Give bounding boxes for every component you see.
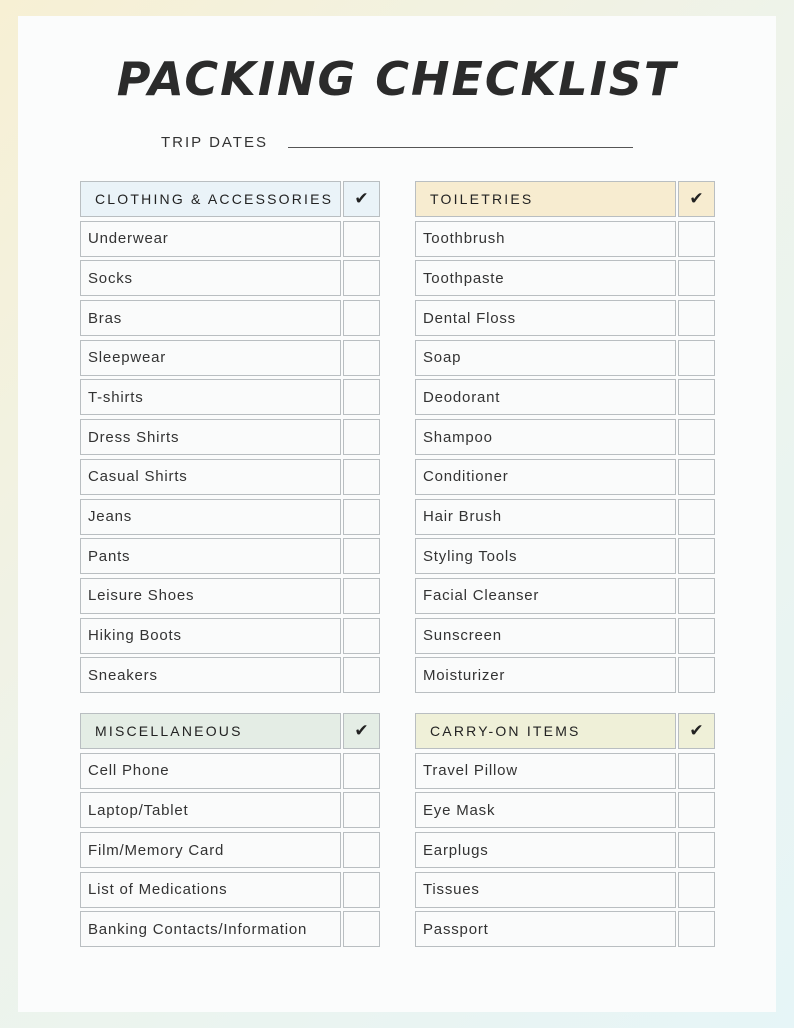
checkbox[interactable]	[343, 260, 380, 296]
section-header	[415, 181, 715, 217]
checklist-row	[80, 300, 380, 336]
checklist-item-label: Jeans	[80, 499, 341, 535]
checkbox[interactable]	[343, 578, 380, 614]
checkbox[interactable]	[343, 499, 380, 535]
checkbox[interactable]	[678, 379, 715, 415]
check-mark-icon: ✔	[343, 181, 380, 217]
checklist-row	[415, 753, 715, 789]
trip-dates-line	[288, 147, 633, 148]
checkbox[interactable]	[678, 618, 715, 654]
checklist-item-label: Dental Floss	[415, 300, 676, 336]
section-miscellaneous	[80, 713, 380, 951]
checklist-row	[80, 419, 380, 455]
checklist-row	[80, 657, 380, 693]
checklist-item-label: Travel Pillow	[415, 753, 676, 789]
checklist-item-label: List of Medications	[80, 872, 341, 908]
checklist-row	[80, 832, 380, 868]
checklist-row	[80, 260, 380, 296]
checklist-item-label: Dress Shirts	[80, 419, 341, 455]
checkbox[interactable]	[343, 657, 380, 693]
checklist-row	[80, 538, 380, 574]
section-carry-on-items	[415, 713, 715, 951]
checkbox[interactable]	[343, 872, 380, 908]
section-title: TOILETRIES	[415, 181, 676, 217]
checklist-item-label: Toothbrush	[415, 221, 676, 257]
checkbox[interactable]	[678, 753, 715, 789]
check-mark-icon: ✔	[678, 181, 715, 217]
checklist-row	[415, 618, 715, 654]
section-toiletries	[415, 181, 715, 697]
checklist-item-label: Deodorant	[415, 379, 676, 415]
checklist-row	[415, 538, 715, 574]
checklist-item-label: Toothpaste	[415, 260, 676, 296]
checklist-item-label: Moisturizer	[415, 657, 676, 693]
checkbox[interactable]	[343, 459, 380, 495]
checklist-row	[80, 221, 380, 257]
checklist-row	[415, 419, 715, 455]
checklist-item-label: T-shirts	[80, 379, 341, 415]
checklist-item-label: Sleepwear	[80, 340, 341, 376]
check-mark-icon: ✔	[678, 713, 715, 749]
checkbox[interactable]	[343, 379, 380, 415]
check-mark-icon: ✔	[343, 713, 380, 749]
checklist-row	[415, 792, 715, 828]
section-header	[80, 181, 380, 217]
checkbox[interactable]	[678, 578, 715, 614]
checkbox[interactable]	[343, 300, 380, 336]
checklist-row	[80, 618, 380, 654]
checklist-row	[415, 379, 715, 415]
checklist-item-label: Shampoo	[415, 419, 676, 455]
checklist-row	[415, 578, 715, 614]
checkbox[interactable]	[343, 792, 380, 828]
checklist-row	[415, 300, 715, 336]
checkbox[interactable]	[678, 459, 715, 495]
section-title: MISCELLANEOUS	[80, 713, 341, 749]
checklist-row	[415, 832, 715, 868]
checkbox[interactable]	[343, 911, 380, 947]
checklist-item-label: Laptop/Tablet	[80, 792, 341, 828]
checklist-row	[80, 792, 380, 828]
checklist-item-label: Banking Contacts/Information	[80, 911, 341, 947]
checkbox[interactable]	[343, 538, 380, 574]
checklist-row	[80, 578, 380, 614]
checklist-row	[415, 340, 715, 376]
checklist-item-label: Leisure Shoes	[80, 578, 341, 614]
checkbox[interactable]	[343, 221, 380, 257]
checklist-row	[80, 911, 380, 947]
checklist-item-label: Socks	[80, 260, 341, 296]
checklist-item-label: Hiking Boots	[80, 618, 341, 654]
checklist-item-label: Earplugs	[415, 832, 676, 868]
checklist-item-label: Pants	[80, 538, 341, 574]
checklist-row	[415, 260, 715, 296]
checklist-row	[415, 499, 715, 535]
section-title: CLOTHING & ACCESSORIES	[80, 181, 341, 217]
checklist-item-label: Hair Brush	[415, 499, 676, 535]
checklist-row	[415, 657, 715, 693]
checkbox[interactable]	[343, 753, 380, 789]
checklist-item-label: Bras	[80, 300, 341, 336]
checklist-row	[80, 872, 380, 908]
checkbox[interactable]	[678, 792, 715, 828]
checklist-row	[80, 499, 380, 535]
section-clothing-accessories	[80, 181, 380, 697]
checklist-item-label: Tissues	[415, 872, 676, 908]
checklist-row	[80, 459, 380, 495]
checklist-row	[415, 459, 715, 495]
checklist-item-label: Cell Phone	[80, 753, 341, 789]
checklist-row	[80, 340, 380, 376]
checklist-item-label: Styling Tools	[415, 538, 676, 574]
checklist-item-label: Underwear	[80, 221, 341, 257]
checklist-item-label: Facial Cleanser	[415, 578, 676, 614]
checkbox[interactable]	[678, 419, 715, 455]
checklist-row	[80, 753, 380, 789]
checkbox[interactable]	[678, 499, 715, 535]
checklist-item-label: Soap	[415, 340, 676, 376]
checklist-item-label: Sunscreen	[415, 618, 676, 654]
checkbox[interactable]	[678, 911, 715, 947]
page-title: PACKING CHECKLIST	[116, 52, 678, 106]
checkbox[interactable]	[678, 221, 715, 257]
checklist-item-label: Film/Memory Card	[80, 832, 341, 868]
checklist-item-label: Eye Mask	[415, 792, 676, 828]
section-title: CARRY-ON ITEMS	[415, 713, 676, 749]
section-header	[80, 713, 380, 749]
checklist-row	[80, 379, 380, 415]
checkbox[interactable]	[343, 618, 380, 654]
checkbox[interactable]	[678, 300, 715, 336]
checkbox[interactable]	[678, 538, 715, 574]
checklist-item-label: Sneakers	[80, 657, 341, 693]
checkbox[interactable]	[678, 657, 715, 693]
checklist-item-label: Passport	[415, 911, 676, 947]
checkbox[interactable]	[678, 260, 715, 296]
checkbox[interactable]	[343, 340, 380, 376]
checklist-row	[415, 221, 715, 257]
section-header	[415, 713, 715, 749]
checkbox[interactable]	[678, 872, 715, 908]
trip-dates-label: TRIP DATES	[161, 134, 268, 151]
checkbox[interactable]	[343, 832, 380, 868]
checklist-row	[415, 911, 715, 947]
checklist-item-label: Conditioner	[415, 459, 676, 495]
checkbox[interactable]	[343, 419, 380, 455]
checklist-row	[415, 872, 715, 908]
checkbox[interactable]	[678, 340, 715, 376]
checkbox[interactable]	[678, 832, 715, 868]
checklist-item-label: Casual Shirts	[80, 459, 341, 495]
